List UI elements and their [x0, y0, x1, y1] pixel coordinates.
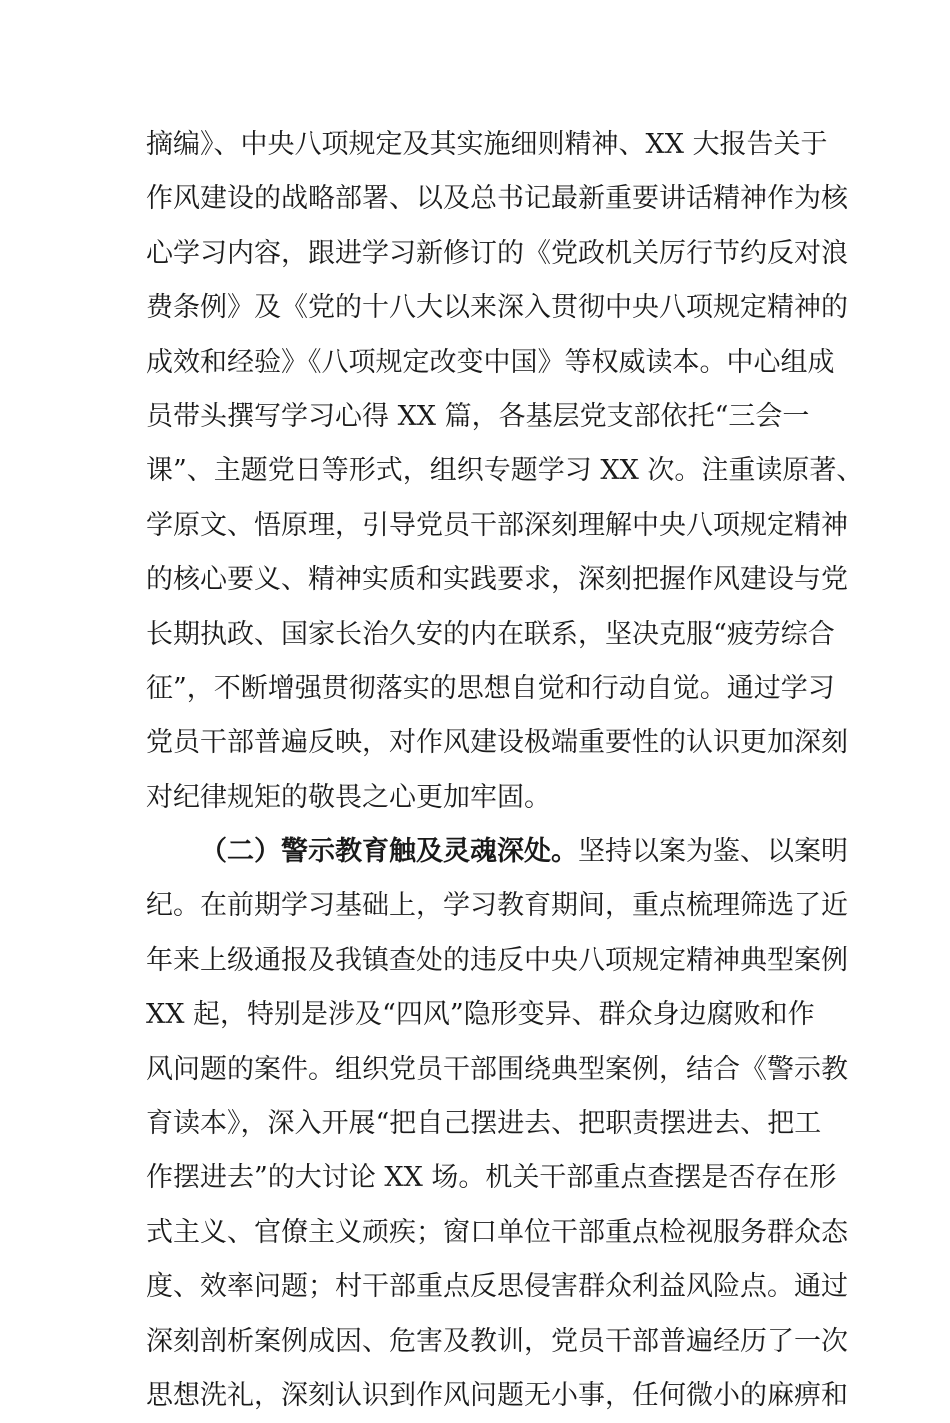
text-line: 课”、主题党日等形式，组织专题学习 XX 次。注重读原著、 — [146, 455, 864, 487]
paragraph-first-line — [146, 825, 848, 879]
text-line: 深刻剖析案例成因、危害及教训，党员干部普遍经历了一次 — [146, 1325, 848, 1357]
text-line: 思想洗礼，深刻认识到作风问题无小事，任何微小的麻痹和 — [146, 1379, 848, 1411]
text-line: 育读本》，深入开展“把自己摆进去、把职责摆进去、把工 — [146, 1108, 822, 1140]
text-line: 长期执政、国家长治久安的内在联系，坚决克服“疲劳综合 — [146, 618, 835, 650]
text-line: 作摆进去”的大讨论 XX 场。机关干部重点查摆是否存在形 — [146, 1162, 837, 1194]
text-line: 的核心要义、精神实质和实践要求，深刻把握作风建设与党 — [146, 564, 848, 596]
text-line: 征”，不断增强贯彻落实的思想自觉和行动自觉。通过学习 — [146, 672, 835, 704]
text-line: 党员干部普遍反映，对作风建设极端重要性的认识更加深刻 — [146, 727, 848, 759]
paragraph-study-content — [146, 118, 864, 825]
body-text — [146, 118, 864, 1423]
paragraph-warning-education — [146, 825, 848, 1423]
text-line: 学原文、悟原理，引导党员干部深刻理解中央八项规定精神 — [146, 509, 848, 541]
text-line: 作风建设的战略部署、以及总书记最新重要讲话精神作为核 — [146, 183, 848, 215]
text-line: 风问题的案件。组织党员干部围绕典型案例，结合《警示教 — [146, 1053, 848, 1085]
text-line: 式主义、官僚主义顽疾；窗口单位干部重点检视服务群众态 — [146, 1216, 848, 1248]
text-line: 心学习内容，跟进学习新修订的《党政机关厉行节约反对浪 — [146, 237, 848, 269]
text-line: 年来上级通报及我镇查处的违反中央八项规定精神典型案例 — [146, 944, 848, 976]
section-heading: （二）警示教育触及灵魂深处。 — [200, 836, 578, 868]
text-line: 纪。在前期学习基础上，学习教育期间，重点梳理筛选了近 — [146, 890, 848, 922]
text-line: 员带头撰写学习心得 XX 篇，各基层党支部依托“三会一 — [146, 400, 810, 432]
text-line: 成效和经验》《八项规定改变中国》等权威读本。中心组成 — [146, 346, 835, 378]
text-line: XX 起，特别是涉及“四风”隐形变异、群众身边腐败和作 — [146, 999, 815, 1031]
heading-line-text: 坚持以案为鉴、以案明 — [578, 836, 848, 868]
text-line: 对纪律规矩的敬畏之心更加牢固。 — [146, 781, 551, 813]
text-line: 摘编》、中央八项规定及其实施细则精神、XX 大报告关于 — [146, 129, 828, 160]
text-line: 费条例》及《党的十八大以来深入贯彻中央八项规定精神的 — [146, 292, 848, 324]
text-line: 度、效率问题；村干部重点反思侵害群众利益风险点。通过 — [146, 1271, 848, 1303]
